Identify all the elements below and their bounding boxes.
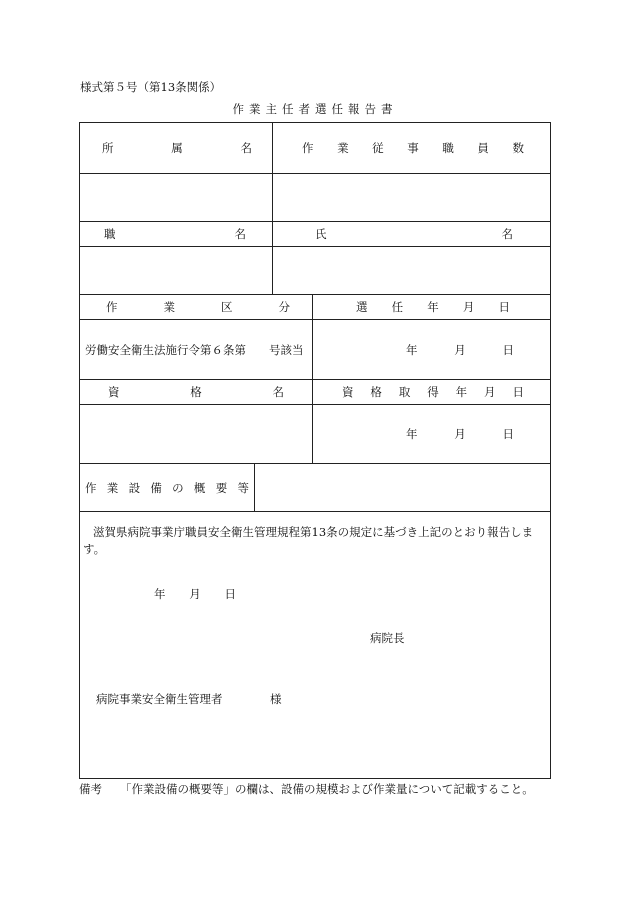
footnote-text: 「作業設備の概要等」の欄は、設備の規模および作業量について記載すること。 bbox=[120, 782, 534, 796]
equipment-overview-header: 作 業 設 備 の 概 要 等 bbox=[85, 480, 249, 495]
affiliation-header: 所 属 名 bbox=[102, 141, 252, 155]
report-statement: 滋賀県病院事業庁職員安全衛生管理規程第13条の規定に基づき上記のとおり報告します。 bbox=[83, 525, 534, 556]
qualification-header: 資 格 名 bbox=[108, 385, 284, 399]
qualification-date-value[interactable]: 年 月 日 bbox=[406, 427, 514, 441]
appointment-date-header: 選 任 年 月 日 bbox=[356, 300, 510, 314]
work-category-header: 作 業 区 分 bbox=[106, 300, 290, 314]
form-title: 作業主任者選任報告書 bbox=[232, 102, 398, 116]
work-category-value[interactable]: 労働安全衛生法施行令第６条第 号該当 bbox=[85, 342, 304, 357]
equipment-overview-value[interactable] bbox=[260, 464, 546, 511]
report-honorific: 様 bbox=[270, 692, 282, 706]
worker-count-value[interactable] bbox=[278, 174, 546, 221]
job-title-value[interactable] bbox=[86, 247, 266, 294]
form-number: 様式第５号（第13条関係） bbox=[80, 80, 222, 94]
report-recipient: 病院事業安全衛生管理者 bbox=[96, 692, 223, 706]
worker-count-header: 作 業 従 事 職 員 数 bbox=[302, 141, 524, 155]
full-name-value[interactable] bbox=[278, 247, 546, 294]
job-title-header: 職 名 bbox=[104, 227, 246, 241]
footnote-label: 備考 bbox=[79, 782, 102, 796]
qualification-value[interactable] bbox=[86, 405, 306, 463]
full-name-header: 氏 名 bbox=[315, 227, 513, 241]
report-date[interactable]: 年 月 日 bbox=[154, 587, 236, 601]
report-form-table bbox=[79, 122, 551, 779]
report-sender: 病院長 bbox=[370, 631, 405, 645]
footnote bbox=[79, 781, 534, 797]
appointment-date-value[interactable]: 年 月 日 bbox=[406, 342, 514, 357]
qualification-date-header: 資 格 取 得 年 月 日 bbox=[342, 385, 524, 399]
affiliation-value[interactable] bbox=[86, 174, 266, 221]
